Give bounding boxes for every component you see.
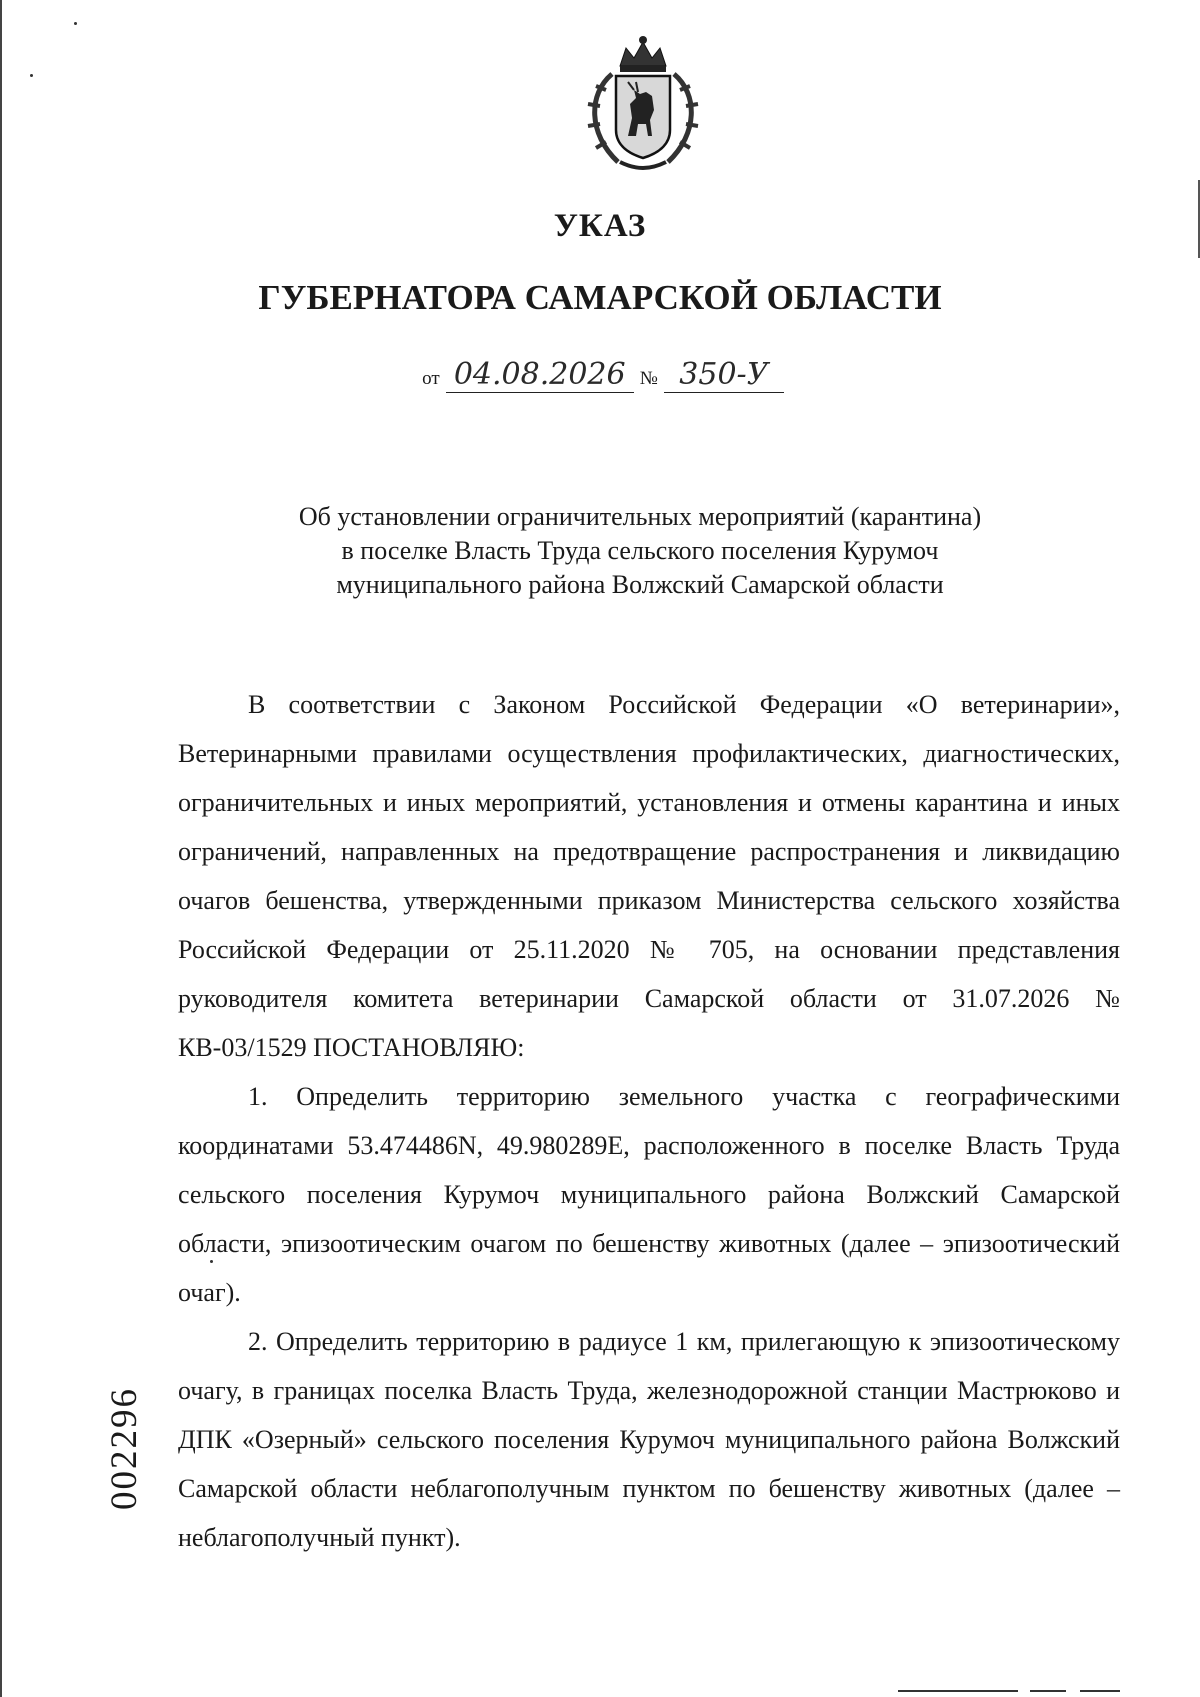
margin-serial-number: 002296 (104, 1387, 145, 1510)
handwritten-number: 350-У (664, 358, 784, 393)
subject-line: Об установлении ограничительных мероприятий (карантина) (298, 502, 982, 531)
subject-line: муниципального района Волжский Самарской области (336, 570, 944, 599)
scan-dash (898, 1690, 1018, 1692)
decree-subject (240, 500, 1040, 602)
document-issuer-title: ГУБЕРНАТОРА САМАРСКОЙ ОБЛАСТИ (258, 278, 942, 317)
scan-speck (74, 22, 77, 25)
subject-line: в поселке Власть Труда сельского поселения Курумоч (341, 536, 939, 565)
scan-speck (30, 74, 33, 77)
scan-dash (1080, 1690, 1120, 1692)
clause-2-paragraph: 2. Определить территорию в радиусе 1 км, прилегающую к эпизоотическому очагу, в границах поселка Власть Труда, железнодорожной станции Мастрюково и ДПК «Озерный» сельского поселения Курумоч муниципального района Волжский Самарской области неблагополучным пунктом по бешенству животных (далее – неблагополучный пункт). (178, 1327, 1120, 1552)
clause-1-paragraph: 1. Определить территорию земельного участка с географическими координатами 53.474486N, 49.980289E, расположенного в поселке Власть Труда сельского поселения Курумоч муниципального района Волжский Самарской области, эпизоотическим очагом по бешенству животных (далее – эпизоотический очаг). (178, 1082, 1120, 1307)
document-type-title: УКАЗ (553, 208, 647, 244)
date-from-label: от (422, 368, 440, 389)
coat-of-arms-emblem (580, 34, 706, 174)
date-number-line (0, 358, 1200, 393)
handwritten-date: 04.08.2026 (446, 358, 634, 393)
decree-body (178, 680, 1120, 1562)
preamble-paragraph: В соответствии с Законом Российской Федерации «О ветеринарии», Ветеринарными правилами осуществления профилактических, диагностических, ограничительных и иных мероприятий, установления и отмены карантина и иных ограничений, направленных на предотвращение распространения и ликвидацию очагов бешенства, утвержденными приказом Министерства сельского хозяйства Российской Федерации от 25.11.2020 № 705, на основании представления руководителя комитета ветеринарии Самарской области от 31.07.2026 № КВ-03/1529 ПОСТАНОВЛЯЮ: (178, 690, 1120, 1062)
scan-edge-left (0, 0, 2, 1697)
number-label: № (639, 368, 658, 389)
scan-dash (1030, 1690, 1066, 1692)
